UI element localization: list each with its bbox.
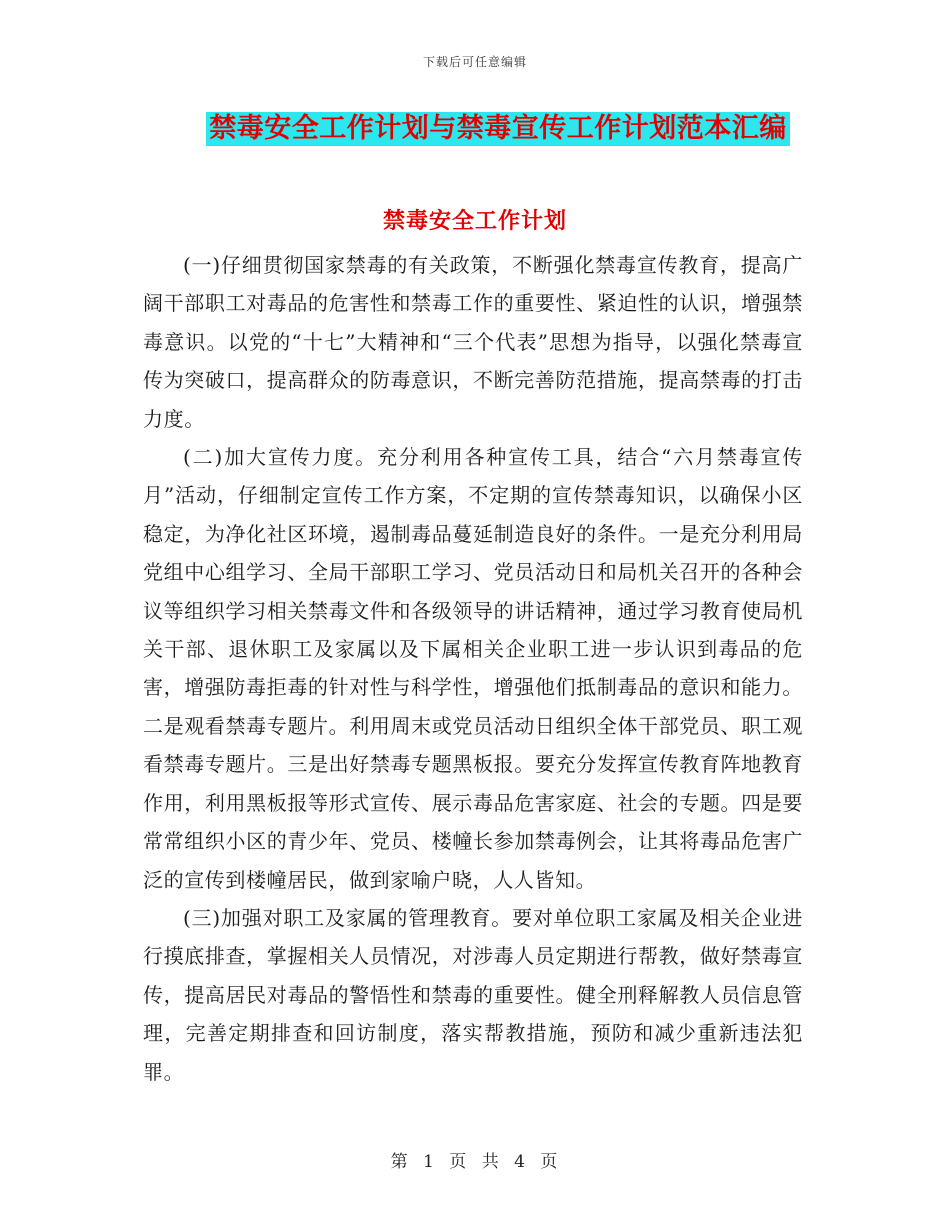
- paragraph-1: (一)仔细贯彻国家禁毒的有关政策，不断强化禁毒宣传教育，提高广阔干部职工对毒品的危害性和禁毒工作的重要性、紧迫性的认识，增强禁毒意识。以党的“十七”大精神和“三个代表”思想为指导，以强化禁毒宣传为突破口，提高群众的防毒意识，不断完善防范措施，提高禁毒的打击力度。: [143, 253, 803, 431]
- document-title: 禁毒安全工作计划与禁毒宣传工作计划范本汇编: [206, 112, 790, 146]
- paragraph-2: (二)加大宣传力度。充分利用各种宣传工具，结合“六月禁毒宣传月”活动，仔细制定宣传工作方案，不定期的宣传禁毒知识，以确保小区稳定，为净化社区环境，遏制毒品蔓延制造良好的条件。一是充分利用局党组中心组学习、全局干部职工学习、党员活动日和局机关召开的各种会议等组织学习相关禁毒文件和各级领导的讲话精神，通过学习教育使局机关干部、退休职工及家属以及下属相关企业职工进一步认识到毒品的危害，增强防毒拒毒的针对性与科学性，增强他们抵制毒品的意识和能力。二是观看禁毒专题片。利用周末或党员活动日组织全体干部党员、职工观看禁毒专题片。三是出好禁毒专题黑板报。要充分发挥宣传教育阵地教育作用，利用黑板报等形式宣传、展示毒品危害家庭、社会的专题。四是要常常组织小区的青少年、党员、楼幢长参加禁毒例会，让其将毒品危害广泛的宣传到楼幢居民，做到家喻户晓，人人皆知。: [143, 445, 803, 892]
- page-number-footer: 第 1 页 共 4 页: [390, 1152, 560, 1172]
- document-title-container: [0, 112, 950, 146]
- section-title: 禁毒安全工作计划: [382, 209, 567, 234]
- document-body: [143, 246, 803, 1091]
- page-header-note: 下载后可任意编辑: [422, 55, 527, 69]
- paragraph-3: (三)加强对职工及家属的管理教育。要对单位职工家属及相关企业进行摸底排查，掌握相关人员情况，对涉毒人员定期进行帮教，做好禁毒宣传，提高居民对毒品的警悟性和禁毒的重要性。健全刑释解教人员信息管理，完善定期排查和回访制度，落实帮教措施，预防和减少重新违法犯罪。: [143, 905, 803, 1084]
